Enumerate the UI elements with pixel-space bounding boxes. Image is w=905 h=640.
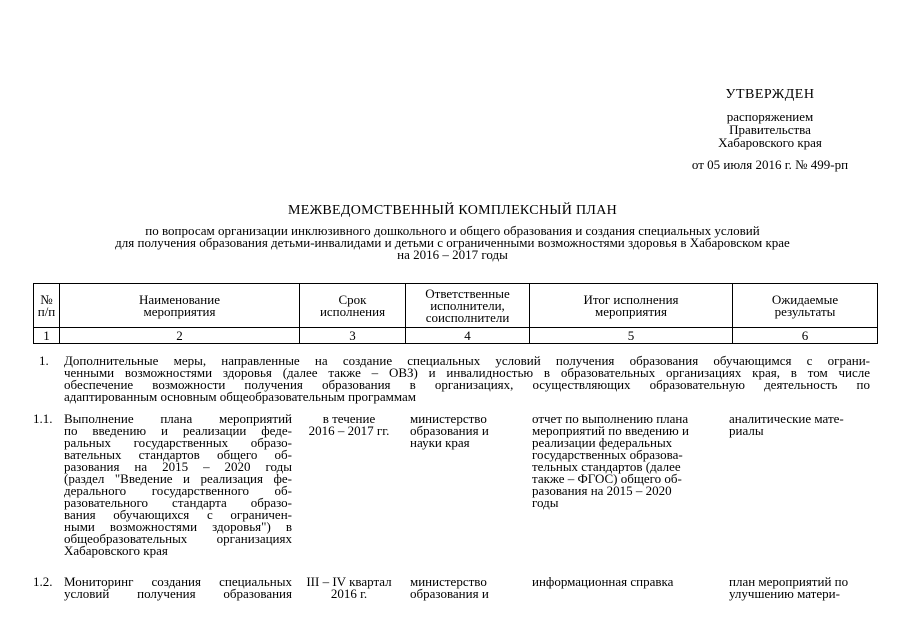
approval-line: распоряжением: [726, 109, 814, 124]
row-result: отчет по выполнению плана мероприятий по введению и реализации федеральных государственных образова- тельных стандартов (далее также – ФГОС) общего об- разования на 2015 – 2020 годы: [532, 411, 689, 510]
section-number: 1.: [39, 353, 49, 368]
subtitle-line: по вопросам организации инклюзивного дошкольного и общего образования и создания специальных условий: [145, 223, 760, 238]
section-line: ченными возможностями здоровья (далее также – ОВЗ) и инвалидностью в образовательных организациях края, в том числе: [64, 365, 870, 380]
section-line: обеспечение возможности получения образования в организациях, осуществляющих образовательную деятельность по: [64, 377, 870, 392]
row-expected: план мероприятий по улучшению матери-: [729, 574, 849, 601]
row-responsible: министерство образования и науки края: [410, 411, 489, 450]
document-title: МЕЖВЕДОМСТВЕННЫЙ КОМПЛЕКСНЫЙ ПЛАН: [287, 203, 618, 218]
row-name: Мониторинг создания специальных условий получения образования: [64, 574, 292, 601]
approval-block: [640, 88, 900, 171]
subtitle-line: на 2016 – 2017 годы: [397, 247, 508, 262]
column-number: 5: [530, 328, 733, 344]
approval-line: Правительства: [729, 122, 811, 137]
row-term: в течение 2016 – 2017 гг.: [308, 411, 390, 438]
document-subtitle: [30, 225, 875, 261]
plan-table-header: [33, 283, 878, 344]
column-number: 2: [60, 328, 300, 344]
header-responsible: Ответственные исполнители, соисполнители: [406, 284, 530, 328]
approval-heading: УТВЕРЖДЕН: [725, 87, 815, 102]
row-expected: аналитические мате- риалы: [729, 411, 844, 438]
approval-line: Хабаровского края: [718, 135, 822, 150]
section-line: Дополнительные меры, направленные на создание специальных условий получения образования обучающимся с ограни-: [64, 353, 870, 368]
row-number: 1.2.: [33, 574, 53, 589]
row-result: информационная справка: [532, 574, 674, 589]
column-number-row: [34, 328, 878, 344]
column-number: 4: [406, 328, 530, 344]
header-term: Срок исполнения: [300, 284, 406, 328]
column-number: 1: [34, 328, 60, 344]
column-number: 3: [300, 328, 406, 344]
section-text: [64, 355, 870, 403]
section-line: адаптированным основным общеобразовательным программам: [64, 389, 416, 404]
row-name: Выполнение плана мероприятий по введению и реализации феде- ральных государственных образо- вательных стандартов общего об- разования на 2015 – 2020 годы (раздел "Введение и реализация фе- дерального государственного об- разовательного стандарта образо- вания обучающихся с ограничен- ными возможностями здоровья") в общеобразовательных организациях Хабаровского края: [64, 411, 292, 558]
row-number: 1.1.: [33, 411, 53, 426]
header-row: [34, 284, 878, 328]
row-term: III – IV квартал 2016 г.: [306, 574, 392, 601]
header-expected: Ожидаемые результаты: [733, 284, 878, 328]
header-result: Итог исполнения мероприятия: [530, 284, 733, 328]
header-num: № п/п: [34, 284, 60, 328]
approval-date: от 05 июля 2016 г. № 499-рп: [691, 157, 849, 172]
subtitle-line: для получения образования детьми-инвалидами и детьми с ограниченными возможностями здоровья в Хабаровском крае: [115, 235, 790, 250]
row-responsible: министерство образования и: [410, 574, 489, 601]
header-name: Наименование мероприятия: [60, 284, 300, 328]
column-number: 6: [733, 328, 878, 344]
